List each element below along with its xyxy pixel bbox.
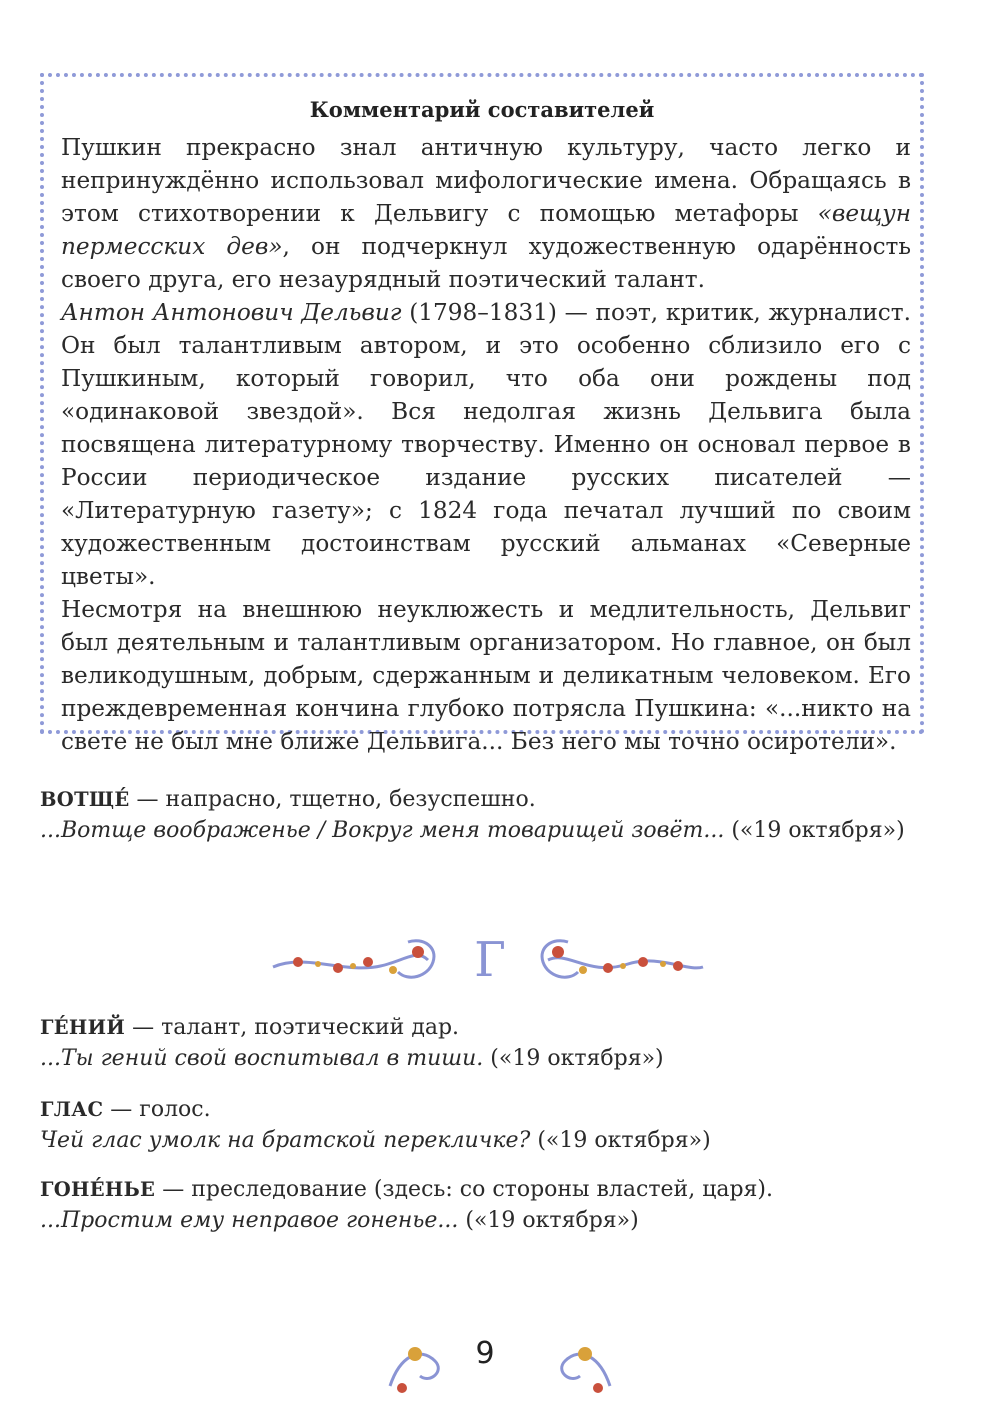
entry-source: («19 октября»)	[483, 1046, 664, 1071]
entry-term: ГОНЕ́НЬЕ	[40, 1178, 156, 1201]
entry-definition: — голос.	[103, 1097, 211, 1122]
commentary-paragraph-2: Антон Антонович Дельвиг (1798–1831) — поэт, критик, журналист. Он был талантливым автором, и это особенно сблизило его с Пушкиным, который говорил, что оба они рождены под «одинаковой звездой». Вся недолгая жизнь Дельвига была посвящена литературному творчеству. Именно он основал первое в России периодическое издание русских писателей — «Литературную газету»; с 1824 года печатал лучший по своим художественным достоинствам русский альманах «Северные цветы».	[61, 299, 911, 590]
entry-definition: — преследование (здесь: со стороны властей, царя).	[155, 1177, 774, 1202]
commentary-paragraph-1: Пушкин прекрасно знал античную культуру, часто легко и непринуждённо использовал мифологические имена. Обращаясь в этом стихотворении к Дельвигу с помощью метафоры «вещун пермесских дев», он подчеркнул художественную одарённость своего друга, его незаурядный поэтический талант.	[61, 134, 912, 293]
entry-quote: Чей глас умолк на братской перекличке?	[40, 1128, 531, 1153]
page-number: 9	[475, 1336, 495, 1371]
glossary-entry-geniy	[40, 1012, 940, 1074]
glossary-entry-votshe	[40, 784, 940, 846]
entry-term: ВОТЩЕ́	[40, 788, 130, 811]
entry-quote: ...Простим ему неправое гоненье...	[40, 1208, 459, 1233]
commentary-body	[61, 131, 911, 758]
commentary-title: Комментарий составителей	[309, 97, 655, 122]
entry-term: ГЛАС	[40, 1098, 104, 1121]
entry-source: («19 октября»)	[724, 818, 905, 843]
entry-definition: — напрасно, тщетно, безуспешно.	[129, 787, 536, 812]
entry-quote: ...Вотще воображенье / Вокруг меня товарищей зовёт...	[40, 818, 725, 843]
section-letter: Г	[474, 932, 506, 988]
glossary-entry-glas	[40, 1094, 940, 1156]
entry-source: («19 октября»)	[530, 1128, 711, 1153]
commentary-box	[40, 73, 924, 755]
entry-definition: — талант, поэтический дар.	[125, 1015, 460, 1040]
entry-term: ГЕ́НИЙ	[40, 1016, 126, 1039]
entry-quote: ...Ты гений свой воспитывал в тиши.	[40, 1046, 484, 1071]
glossary-entry-gonenye	[40, 1174, 940, 1236]
commentary-paragraph-3: Несмотря на внешнюю неуклюжесть и медлительность, Дельвиг был деятельным и талантливым организатором. Но главное, он был великодушным, добрым, сдержанным и деликатным человеком. Его преждевременная кончина глубоко потрясла Пушкина: «...никто на свете не был мне ближе Дельвига... Без него мы точно осиротели».	[61, 596, 911, 755]
entry-source: («19 октября»)	[458, 1208, 639, 1233]
